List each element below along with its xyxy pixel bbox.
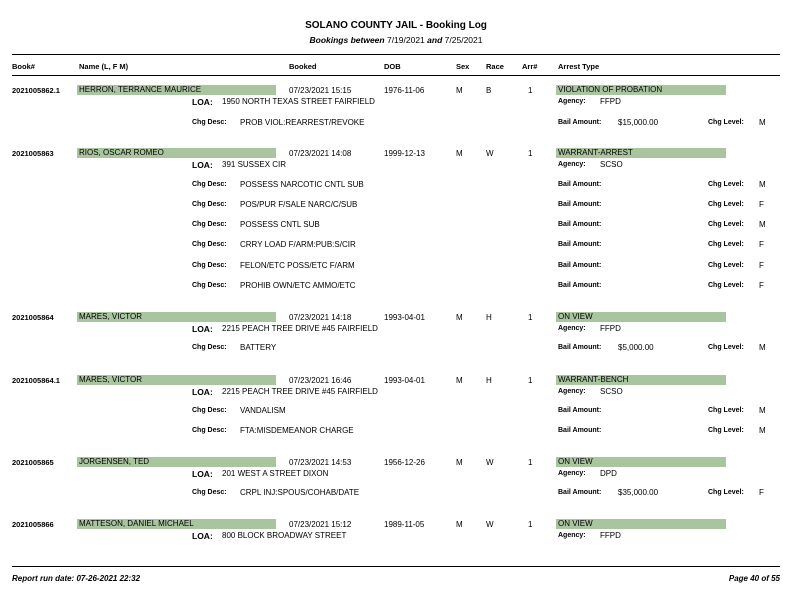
footer-rule	[12, 566, 780, 567]
bail-amount-label: Bail Amount:	[558, 181, 602, 188]
book-number: 2021005863	[12, 149, 54, 158]
bail-amount: $5,000.00	[618, 343, 654, 352]
charge-description: FELON/ETC POSS/ETC F/ARM	[240, 261, 355, 270]
col-name: Name (L, F M)	[79, 62, 129, 71]
sex: M	[456, 149, 463, 158]
location-of-arrest: 201 WEST A STREET DIXON	[222, 469, 329, 478]
header-rule-top	[12, 54, 780, 55]
loa-label: LOA:	[192, 531, 213, 541]
chg-level-label: Chg Level:	[708, 221, 744, 228]
bail-amount-label: Bail Amount:	[558, 489, 602, 496]
chg-level-label: Chg Level:	[708, 119, 744, 126]
bail-amount-label: Bail Amount:	[558, 282, 602, 289]
date-of-birth: 1999-12-13	[384, 149, 425, 158]
book-number: 2021005865	[12, 458, 54, 467]
chg-desc-label: Chg Desc:	[192, 181, 227, 188]
charge-description: FTA:MISDEMEANOR CHARGE	[240, 426, 354, 435]
date-of-birth: 1993-04-01	[384, 376, 425, 385]
location-of-arrest: 391 SUSSEX CIR	[222, 160, 287, 169]
arrest-type: WARRANT-ARREST	[556, 148, 726, 158]
agency: FFPD	[600, 324, 621, 333]
charge-description: POSSESS CNTL SUB	[240, 220, 320, 229]
col-sex: Sex	[456, 62, 470, 71]
loa-label: LOA:	[192, 387, 213, 397]
bail-amount-label: Bail Amount:	[558, 407, 602, 414]
sex: M	[456, 458, 463, 467]
charge-level: M	[759, 343, 766, 352]
arrest-number: 1	[528, 149, 533, 158]
charge-level: F	[759, 240, 764, 249]
chg-level-label: Chg Level:	[708, 427, 744, 434]
bail-amount-label: Bail Amount:	[558, 241, 602, 248]
race: B	[486, 86, 492, 95]
inmate-name: MARES, VICTOR	[77, 312, 276, 322]
bail-amount: $35,000.00	[618, 488, 659, 497]
chg-level-label: Chg Level:	[708, 344, 744, 351]
agency-label: Agency:	[558, 325, 586, 332]
col-book: Book#	[12, 62, 35, 71]
inmate-name: JORGENSEN, TED	[77, 457, 276, 467]
agency: FFPD	[600, 531, 621, 540]
loa-label: LOA:	[192, 97, 213, 107]
sex: M	[456, 86, 463, 95]
inmate-name: MARES, VICTOR	[77, 375, 276, 385]
chg-desc-label: Chg Desc:	[192, 489, 227, 496]
chg-level-label: Chg Level:	[708, 282, 744, 289]
date-of-birth: 1976-11-06	[384, 86, 425, 95]
location-of-arrest: 2215 PEACH TREE DRIVE #45 FAIRFIELD	[222, 324, 378, 333]
sex: M	[456, 376, 463, 385]
arrest-type: VIOLATION OF PROBATION	[556, 85, 726, 95]
inmate-name: MATTESON, DANIEL MICHAEL	[77, 519, 276, 529]
arrest-number: 1	[528, 313, 533, 322]
chg-desc-label: Chg Desc:	[192, 282, 227, 289]
bail-amount-label: Bail Amount:	[558, 119, 602, 126]
col-arrest-type: Arrest Type	[558, 62, 600, 71]
charge-description: PROHIB OWN/ETC AMMO/ETC	[240, 281, 356, 290]
location-of-arrest: 2215 PEACH TREE DRIVE #45 FAIRFIELD	[222, 387, 378, 396]
arrest-number: 1	[528, 86, 533, 95]
agency: SCSO	[600, 160, 623, 169]
col-dob: DOB	[384, 62, 401, 71]
charge-level: M	[759, 406, 766, 415]
booked-datetime: 07/23/2021 14:08	[289, 149, 352, 158]
bail-amount: $15,000.00	[618, 118, 659, 127]
bail-amount-label: Bail Amount:	[558, 344, 602, 351]
arrest-type: WARRANT-BENCH	[556, 375, 726, 385]
booked-datetime: 07/23/2021 15:12	[289, 520, 352, 529]
agency-label: Agency:	[558, 470, 586, 477]
agency-label: Agency:	[558, 532, 586, 539]
col-booked: Booked	[289, 62, 317, 71]
book-number: 2021005866	[12, 520, 54, 529]
charge-description: CRRY LOAD F/ARM:PUB:S/CIR	[240, 240, 356, 249]
booked-datetime: 07/23/2021 16:46	[289, 376, 352, 385]
charge-level: F	[759, 261, 764, 270]
location-of-arrest: 800 BLOCK BROADWAY STREET	[222, 531, 347, 540]
race: W	[486, 458, 494, 467]
chg-desc-label: Chg Desc:	[192, 427, 227, 434]
chg-desc-label: Chg Desc:	[192, 119, 227, 126]
agency: SCSO	[600, 387, 623, 396]
inmate-name: RIOS, OSCAR ROMEO	[77, 148, 276, 158]
arrest-number: 1	[528, 520, 533, 529]
chg-desc-label: Chg Desc:	[192, 241, 227, 248]
race: H	[486, 376, 492, 385]
charge-description: POS/PUR F/SALE NARC/C/SUB	[240, 200, 358, 209]
date-of-birth: 1956-12-26	[384, 458, 425, 467]
charge-description: VANDALISM	[240, 406, 286, 415]
inmate-name: HERRON, TERRANCE MAURICE	[77, 85, 276, 95]
report-title: SOLANO COUNTY JAIL - Booking Log	[305, 20, 487, 31]
bail-amount-label: Bail Amount:	[558, 262, 602, 269]
chg-level-label: Chg Level:	[708, 241, 744, 248]
booked-datetime: 07/23/2021 14:18	[289, 313, 352, 322]
agency: DPD	[600, 469, 617, 478]
race: W	[486, 149, 494, 158]
chg-desc-label: Chg Desc:	[192, 344, 227, 351]
book-number: 2021005862.1	[12, 86, 60, 95]
location-of-arrest: 1950 NORTH TEXAS STREET FAIRFIELD	[222, 97, 375, 106]
arrest-number: 1	[528, 376, 533, 385]
chg-level-label: Chg Level:	[708, 489, 744, 496]
loa-label: LOA:	[192, 324, 213, 334]
book-number: 2021005864.1	[12, 376, 60, 385]
arrest-type: ON VIEW	[556, 519, 726, 529]
charge-description: BATTERY	[240, 343, 277, 352]
chg-level-label: Chg Level:	[708, 201, 744, 208]
booked-datetime: 07/23/2021 14:53	[289, 458, 352, 467]
chg-desc-label: Chg Desc:	[192, 201, 227, 208]
arrest-type: ON VIEW	[556, 312, 726, 322]
charge-description: CRPL INJ:SPOUS/COHAB/DATE	[240, 488, 360, 497]
sex: M	[456, 520, 463, 529]
booked-datetime: 07/23/2021 15:15	[289, 86, 352, 95]
arrest-number: 1	[528, 458, 533, 467]
charge-description: PROB VIOL:REARREST/REVOKE	[240, 118, 365, 127]
charge-level: M	[759, 220, 766, 229]
date-from: 7/19/2021	[386, 35, 425, 45]
agency: FFPD	[600, 97, 621, 106]
agency-label: Agency:	[558, 388, 586, 395]
chg-desc-label: Chg Desc:	[192, 262, 227, 269]
bail-amount-label: Bail Amount:	[558, 221, 602, 228]
charge-level: M	[759, 118, 766, 127]
subtitle-and: and	[427, 35, 443, 45]
date-of-birth: 1993-04-01	[384, 313, 425, 322]
race: H	[486, 313, 492, 322]
chg-level-label: Chg Level:	[708, 262, 744, 269]
agency-label: Agency:	[558, 161, 586, 168]
bail-amount-label: Bail Amount:	[558, 201, 602, 208]
race: W	[486, 520, 494, 529]
sex: M	[456, 313, 463, 322]
header-rule-bottom	[12, 75, 780, 76]
bail-amount-label: Bail Amount:	[558, 427, 602, 434]
chg-desc-label: Chg Desc:	[192, 221, 227, 228]
charge-level: F	[759, 488, 764, 497]
col-race: Race	[486, 62, 504, 71]
date-of-birth: 1989-11-05	[384, 520, 425, 529]
loa-label: LOA:	[192, 160, 213, 170]
charge-level: M	[759, 426, 766, 435]
page-number: Page 40 of 55	[728, 574, 780, 583]
book-number: 2021005864	[12, 313, 54, 322]
arrest-type: ON VIEW	[556, 457, 726, 467]
agency-label: Agency:	[558, 98, 586, 105]
report-run-date: Report run date: 07-26-2021 22:32	[12, 574, 141, 583]
date-to: 7/25/2021	[444, 35, 483, 45]
chg-level-label: Chg Level:	[708, 181, 744, 188]
chg-level-label: Chg Level:	[708, 407, 744, 414]
report-subtitle	[0, 35, 792, 45]
charge-level: F	[759, 281, 764, 290]
subtitle-prefix: Bookings between	[309, 35, 385, 45]
col-arr: Arr#	[522, 62, 538, 71]
charge-description: POSSESS NARCOTIC CNTL SUB	[240, 180, 364, 189]
loa-label: LOA:	[192, 469, 213, 479]
charge-level: F	[759, 200, 764, 209]
charge-level: M	[759, 180, 766, 189]
chg-desc-label: Chg Desc:	[192, 407, 227, 414]
